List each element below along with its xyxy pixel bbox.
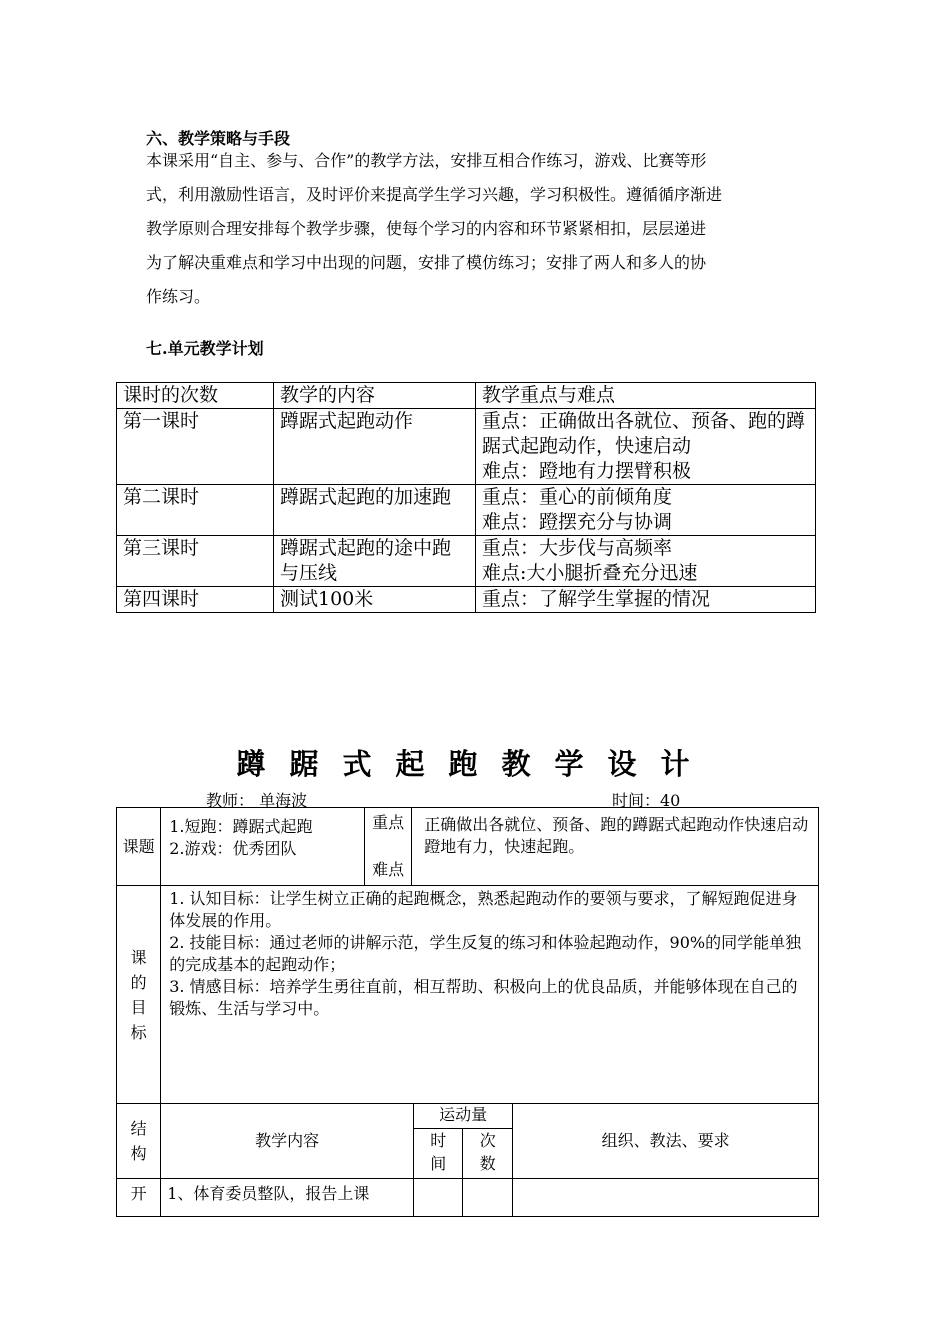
paragraph-line: 为了解决重难点和学习中出现的问题，安排了模仿练习；安排了两人和多人的协 [146,253,707,272]
count-header-text: 次数 [479,1131,496,1173]
goal-label: 课的目标 [130,947,147,1042]
lesson-design-table [116,807,819,1217]
time-header [414,1129,463,1179]
key-label: 重点 [365,808,412,848]
header-cell: 课时的次数 [117,383,274,409]
content-header: 教学内容 [161,1104,414,1179]
goals-row [117,886,819,1104]
goal-item: 3. 情感目标：培养学生勇往直前，相互帮助、积极向上的优良品质，并能够体现在自己的锻炼、生活与学习中。 [169,977,798,1018]
section-6-title: 六、教学策略与手段 [146,129,291,148]
focus-line: 难点:大小腿折叠充分迅速 [482,562,698,584]
focus-cell [476,409,816,485]
focus-cell [476,485,816,536]
topic-item: 2.游戏：优秀团队 [169,839,297,858]
focus-line: 重点：正确做出各就位、预备、跑的蹲踞式起跑动作，快速启动 [482,410,806,457]
focus-line: 难点：蹬地有力摆臂积极 [482,460,692,482]
lesson-cell: 第四课时 [117,587,274,613]
table-row [117,536,816,587]
focus-line: 重点：重心的前倾角度 [482,486,673,508]
goal-item: 1. 认知目标：让学生树立正确的起跑概念，熟悉起跑动作的要领与要求，了解短跑促进身体发展的作用。 [169,889,798,930]
section-6-paragraph [146,144,814,314]
topic-label: 课题 [122,836,155,856]
table-row [117,485,816,536]
paragraph-line: 作练习。 [146,287,211,306]
time-label: 时间：40 [612,791,681,810]
structure-label-cell [117,1104,161,1179]
lesson-cell: 第一课时 [117,409,274,485]
topics-cell [161,808,365,886]
focus-line: 重点：了解学生掌握的情况 [482,588,711,610]
difficulty-text: 蹬地有力，快速起跑。 [424,837,585,856]
header-cell: 教学重点与难点 [476,383,816,409]
design-title: 蹲踞式起跑教学设计 [236,747,714,781]
unit-plan-table [116,382,816,613]
structure-label: 结构 [130,1119,147,1163]
teacher-label: 教师： 单海波 [206,791,308,810]
paragraph-line: 教学原则合理安排每个教学步骤，使每个学习的内容和环节紧紧相扣，层层递进 [146,219,707,238]
paragraph-line: 式，利用激励性语言，及时评价来提高学生学习兴趣，学习积极性。遵循循序渐进 [146,185,723,204]
lesson-cell: 第二课时 [117,485,274,536]
topic-label-cell [117,808,161,886]
content-cell: 1、体育委员整队，报告上课 [161,1179,414,1217]
goals-cell [161,886,819,1104]
method-cell [513,1179,819,1217]
content-cell: 测试100米 [274,587,476,613]
header-cell: 教学的内容 [274,383,476,409]
table-row [117,1179,819,1217]
time-header-text: 时间 [430,1131,447,1173]
goal-label-cell [117,886,161,1104]
topic-row [117,808,819,848]
goal-item: 2. 技能目标：通过老师的讲解示范，学生反复的练习和体验起跑动作，90%的同学能单独的完成基本的起跑动作； [169,933,802,974]
table-header-row [117,383,816,409]
focus-cell [476,536,816,587]
method-header: 组织、教法、要求 [513,1104,819,1179]
time-cell [414,1179,463,1217]
count-cell [463,1179,513,1217]
structure-cell: 开 [117,1179,161,1217]
table-row [117,587,816,613]
focus-cell [476,587,816,613]
content-cell: 蹲踞式起跑动作 [274,409,476,485]
section-7-title: 七.单元教学计划 [146,339,264,358]
lesson-cell: 第三课时 [117,536,274,587]
load-header: 运动量 [414,1104,513,1129]
count-header [463,1129,513,1179]
key-difficulty-cell [412,808,819,886]
topic-item: 1.短跑：蹲踞式起跑 [169,817,313,836]
focus-line: 重点：大步伐与高频率 [482,537,673,559]
key-text: 正确做出各就位、预备、跑的蹲踞式起跑动作快速启动 [424,815,809,834]
content-cell: 蹲踞式起跑的途中跑与压线 [274,536,476,587]
difficulty-label: 难点 [365,848,412,886]
table-row [117,409,816,485]
structure-header-row [117,1104,819,1129]
paragraph-line: 本课采用“自主、参与、合作”的教学方法，安排互相合作练习，游戏、比赛等形 [146,151,707,170]
focus-line: 难点：蹬摆充分与协调 [482,511,673,533]
content-cell: 蹲踞式起跑的加速跑 [274,485,476,536]
